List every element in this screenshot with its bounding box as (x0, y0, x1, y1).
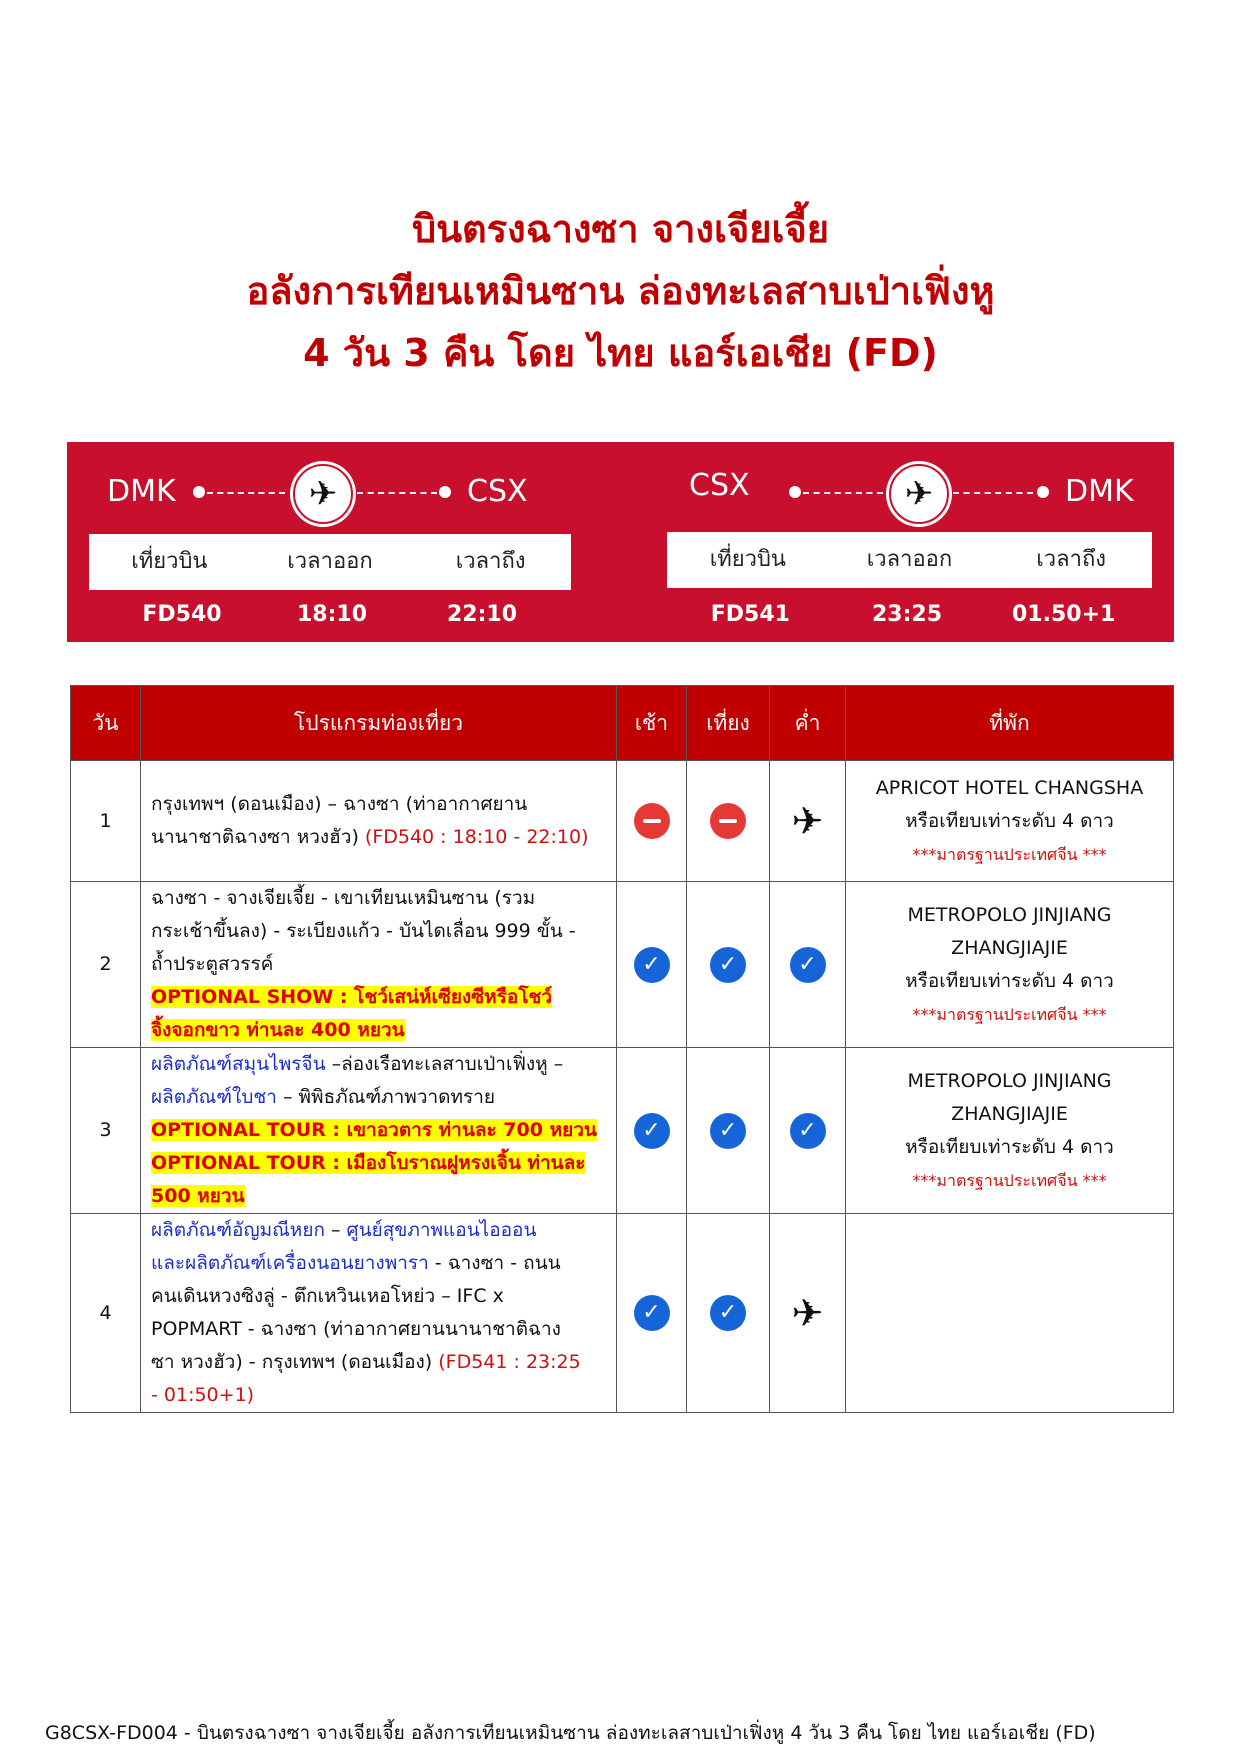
hotel-note: ***มาตรฐานประเทศจีน *** (912, 1004, 1107, 1024)
title-line-1: บินตรงฉางซา จางเจียเจี้ย (411, 207, 830, 251)
table-header-row (71, 686, 1174, 761)
hotel-cell (846, 882, 1174, 1048)
meal-breakfast (617, 1048, 687, 1214)
hotel-name: APRICOT HOTEL CHANGSHA (875, 776, 1144, 799)
check-circle-icon: ✓ (710, 1295, 746, 1331)
return-route (689, 464, 1139, 522)
col-breakfast: เช้า (617, 686, 687, 761)
optional-line (151, 1114, 606, 1147)
col-program: โปรแกรมท่องเที่ยว (141, 686, 617, 761)
outbound-label-flight: เที่ยวบิน (131, 549, 208, 574)
col-dinner: ค่ำ (770, 686, 846, 761)
optional-tour-price: 500 หยวน (151, 1185, 245, 1207)
page-footer: G8CSX-FD004 - บินตรงฉางซา จางเจียเจี้ย อลังการเทียนเหมินซาน ล่องทะเลสาบเป่าเฟิ่งหู 4 วัน 3 คืน โดย ไทย แอร์เอเชีย (FD) (45, 1722, 1096, 1744)
outbound-label-arrive: เวลาถึง (455, 549, 526, 574)
check-circle-icon: ✓ (634, 1295, 670, 1331)
route-dot (789, 486, 801, 498)
program-text: นานาชาติฉางซา หวงฮัว) (151, 826, 365, 848)
shopping-stop: และผลิตภัณฑ์เครื่องนอนยางพารา (151, 1252, 429, 1274)
outbound-depart-time: 18:10 (296, 602, 368, 627)
day-number: 3 (71, 1048, 141, 1214)
meal-lunch (687, 882, 770, 1048)
title-line-3: 4 วัน 3 คืน โดย ไทย แอร์เอเชีย (FD) (303, 331, 938, 375)
day-program (141, 882, 617, 1048)
outbound-from: DMK (107, 474, 176, 509)
table-row (71, 1048, 1174, 1214)
table-row (71, 882, 1174, 1048)
optional-line (151, 1180, 606, 1213)
meal-breakfast (617, 761, 687, 882)
day-number: 2 (71, 882, 141, 1048)
table-row (71, 761, 1174, 882)
outbound-route (107, 464, 528, 522)
meal-breakfast (617, 882, 687, 1048)
return-label-arrive: เวลาถึง (1036, 547, 1107, 572)
program-text: – พิพิธภัณฑ์ภาพวาดทราย (276, 1086, 496, 1108)
col-hotel: ที่พัก (846, 686, 1174, 761)
hotel-cell-empty (846, 1214, 1174, 1413)
return-arrive-time: 01.50+1 (1012, 602, 1116, 627)
outbound-label-depart: เวลาออก (287, 549, 373, 574)
day-program (141, 1048, 617, 1214)
check-circle-icon: ✓ (710, 1113, 746, 1149)
program-line: ฉางซา - จางเจียเจี้ย - เขาเทียนเหมินซาน (รวม (151, 887, 536, 909)
outbound-values (107, 602, 557, 627)
program-text: – (324, 1219, 347, 1241)
return-from: CSX (689, 468, 750, 503)
meal-lunch (687, 1048, 770, 1214)
table-row (71, 1214, 1174, 1413)
day-number: 1 (71, 761, 141, 882)
optional-show-price: จิ้งจอกขาว ท่านละ 400 หยวน (151, 1019, 405, 1041)
route-dot (1037, 486, 1049, 498)
flight-info: (FD541 : 23:25 (438, 1351, 581, 1373)
meal-lunch (687, 761, 770, 882)
check-circle-icon: ✓ (710, 947, 746, 983)
hotel-cell (846, 761, 1174, 882)
check-circle-icon: ✓ (790, 947, 826, 983)
route-dash (207, 492, 285, 494)
program-line (151, 1214, 606, 1247)
meal-dinner (770, 1214, 846, 1413)
flight-info-cont: - 01:50+1) (151, 1384, 255, 1406)
route-dash (953, 492, 1033, 494)
program-line (151, 1081, 606, 1114)
day-number: 4 (71, 1214, 141, 1413)
optional-line (151, 1014, 606, 1047)
route-dot (439, 486, 451, 498)
return-label-flight: เที่ยวบิน (709, 547, 786, 572)
return-values (672, 602, 1142, 627)
program-text: –ล่องเรือทะเลสาบเป่าเฟิ่งหู – (325, 1053, 564, 1075)
meal-lunch (687, 1214, 770, 1413)
optional-line (151, 981, 606, 1014)
program-line: คนเดินหวงซิงลู่ - ตึกเหวินเหอโหย่ว – IFC x (151, 1285, 504, 1307)
meal-breakfast (617, 1214, 687, 1413)
title-line-2: อลังการเทียนเหมินซาน ล่องทะเลสาบเป่าเฟิ่งหู (246, 269, 995, 313)
outbound-to: CSX (467, 474, 528, 509)
airplane-icon: ✈ (791, 1290, 824, 1335)
hotel-name-2: ZHANGJIAJIE (951, 1102, 1068, 1125)
hotel-note: ***มาตรฐานประเทศจีน *** (912, 844, 1107, 864)
hotel-name-2: ZHANGJIAJIE (951, 936, 1068, 959)
program-text: ซา หวงฮัว) - กรุงเทพฯ (ดอนเมือง) (151, 1351, 439, 1373)
route-dash (803, 492, 883, 494)
meal-dinner (770, 1048, 846, 1214)
outbound-header-box (89, 534, 571, 590)
optional-line (151, 1147, 606, 1180)
no-meal-icon (710, 803, 746, 839)
program-text: - ฉางซา - ถนน (428, 1252, 561, 1274)
day-program (141, 761, 617, 882)
airplane-icon: ✈ (791, 798, 824, 843)
check-circle-icon: ✓ (634, 1113, 670, 1149)
program-line: กระเช้าขึ้นลง) - ระเบียงแก้ว - บันไดเลื่อน 999 ขั้น - (151, 920, 576, 942)
return-header-box (667, 532, 1152, 588)
airplane-icon: ✈ (889, 464, 949, 524)
program-line: POPMART - ฉางซา (ท่าอากาศยานนานาชาติฉาง (151, 1318, 561, 1340)
program-line (151, 1247, 606, 1280)
flight-banner (67, 442, 1174, 642)
route-dash (357, 492, 437, 494)
shopping-stop: ผลิตภัณฑ์อัญมณีหยก (151, 1219, 325, 1241)
document-title (0, 198, 1241, 384)
return-label-depart: เวลาออก (866, 547, 953, 572)
meal-dinner (770, 761, 846, 882)
shopping-stop: ผลิตภัณฑ์สมุนไพรจีน (151, 1053, 326, 1075)
return-flight-no: FD541 (710, 602, 790, 627)
meal-dinner (770, 882, 846, 1048)
hotel-level: หรือเทียบเท่าระดับ 4 ดาว (905, 809, 1114, 832)
airplane-icon: ✈ (293, 464, 353, 524)
no-meal-icon (634, 803, 670, 839)
hotel-level: หรือเทียบเท่าระดับ 4 ดาว (905, 969, 1114, 992)
hotel-name: METROPOLO JINJIANG (907, 903, 1112, 926)
day-program (141, 1214, 617, 1413)
optional-tour: OPTIONAL TOUR : เมืองโบราณฝูหรงเจิ้น ท่านละ (151, 1152, 586, 1174)
program-line: ถ้ำประตูสวรรค์ (151, 953, 274, 975)
program-line (151, 1346, 606, 1379)
hotel-level: หรือเทียบเท่าระดับ 4 ดาว (905, 1135, 1114, 1158)
outbound-flight-no: FD540 (142, 602, 222, 627)
hotel-name: METROPOLO JINJIANG (907, 1069, 1112, 1092)
itinerary-table (70, 685, 1174, 1413)
shopping-stop: ศูนย์สุขภาพแอนไอออน (346, 1219, 537, 1241)
check-circle-icon: ✓ (634, 947, 670, 983)
hotel-cell (846, 1048, 1174, 1214)
hotel-note: ***มาตรฐานประเทศจีน *** (912, 1170, 1107, 1190)
optional-show: OPTIONAL SHOW : โชว์เสน่ห์เซียงซีหรือโชว์ (151, 986, 553, 1008)
flight-info: (FD540 : 18:10 - 22:10) (364, 826, 589, 848)
outbound-arrive-time: 22:10 (446, 602, 518, 627)
check-circle-icon: ✓ (790, 1113, 826, 1149)
program-line (151, 821, 606, 854)
program-line (151, 1048, 606, 1081)
col-day: วัน (71, 686, 141, 761)
program-line: กรุงเทพฯ (ดอนเมือง) – ฉางซา (ท่าอากาศยาน (151, 793, 528, 815)
route-dot (193, 486, 205, 498)
shopping-stop: ผลิตภัณฑ์ใบชา (151, 1086, 277, 1108)
return-to: DMK (1065, 474, 1134, 509)
optional-tour: OPTIONAL TOUR : เขาอวตาร ท่านละ 700 หยวน (151, 1119, 597, 1141)
return-depart-time: 23:25 (871, 602, 943, 627)
col-lunch: เที่ยง (687, 686, 770, 761)
